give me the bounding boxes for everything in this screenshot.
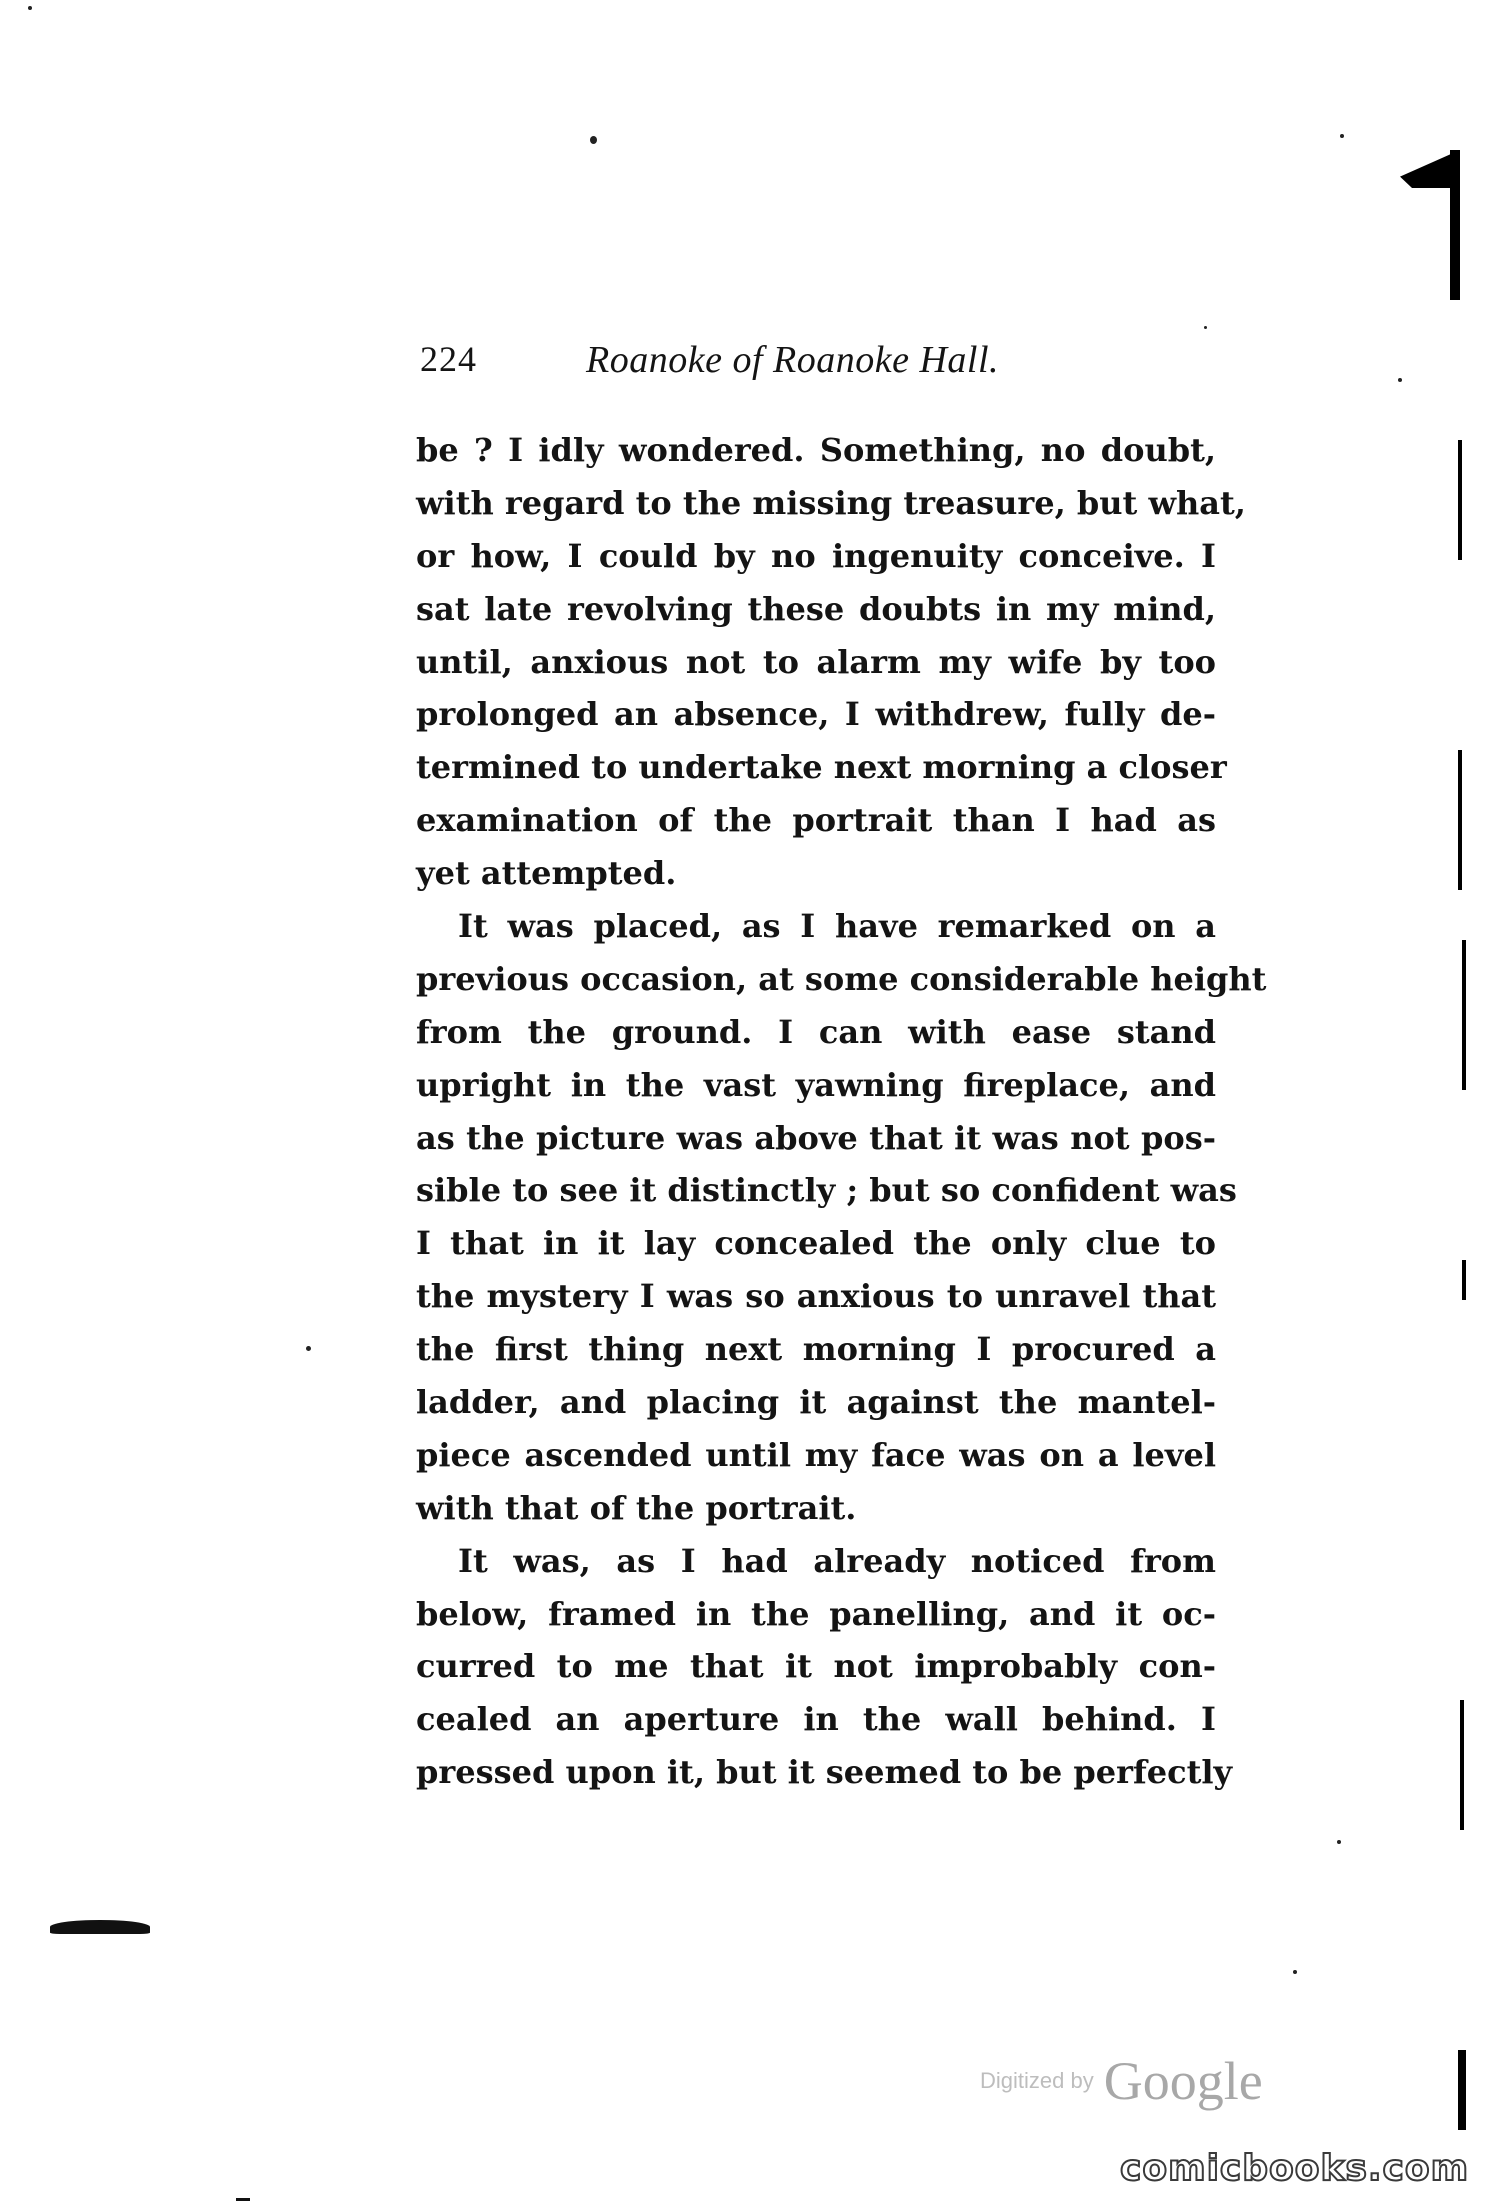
ink-smudge: [236, 2198, 250, 2201]
text-line: upright in the vast yawning fireplace, and: [416, 1065, 1216, 1104]
text-line: examination of the portrait than I had as: [416, 801, 1216, 840]
text-line: I that in it lay concealed the only clue to: [416, 1224, 1216, 1263]
text-line: termined to undertake next morning a closer: [416, 748, 1227, 787]
page-number: 224: [420, 339, 477, 379]
body-text: [416, 424, 1267, 1799]
binding-shadow: [1460, 1700, 1464, 1830]
text-line: previous occasion, at some considerable height: [416, 959, 1267, 998]
text-line: the mystery I was so anxious to unravel that: [416, 1277, 1216, 1316]
google-logo-text: Google: [1103, 2051, 1263, 2111]
text-line: It was placed, as I have remarked on a: [458, 907, 1216, 946]
binding-shadow: [1450, 150, 1460, 300]
scan-speck: [28, 6, 32, 10]
text-line: piece ascended until my face was on a level: [416, 1435, 1216, 1474]
scan-speck: [1293, 1970, 1297, 1974]
text-line: be ? I idly wondered. Something, no doubt,: [416, 431, 1216, 469]
scan-speck: [306, 1346, 311, 1351]
text-line: with that of the portrait.: [416, 1488, 857, 1527]
text-line: the first thing next morning I procured a: [416, 1330, 1216, 1369]
text-line: It was, as I had already noticed from: [458, 1541, 1216, 1580]
binding-shadow: [1462, 940, 1466, 1090]
scan-speck: [1337, 1840, 1341, 1844]
text-line: yet attempted.: [416, 854, 677, 893]
text-line: sat late revolving these doubts in my mind,: [416, 589, 1216, 628]
text-line: below, framed in the panelling, and it oc-: [416, 1594, 1216, 1633]
binding-shadow: [1462, 1260, 1466, 1300]
scan-speck: [590, 136, 597, 144]
scan-speck: [1204, 326, 1207, 329]
text-line: pressed upon it, but it seemed to be perfectly: [416, 1753, 1233, 1792]
text-line: curred to me that it not improbably con-: [416, 1647, 1216, 1686]
binding-shadow: [1458, 2050, 1466, 2130]
site-stamp: comicbooks.com: [1120, 2148, 1470, 2189]
text-line: sible to see it distinctly ; but so confident was: [416, 1171, 1237, 1210]
text-line: from the ground. I can with ease stand: [416, 1012, 1216, 1051]
running-title: Roanoke of Roanoke Hall.: [586, 339, 1000, 381]
binding-shadow: [1458, 440, 1462, 560]
digitized-watermark: [980, 2050, 1263, 2112]
text-line: ladder, and placing it against the mantel-: [416, 1383, 1216, 1422]
text-line: as the picture was above that it was not pos-: [416, 1118, 1216, 1157]
scan-speck: [1398, 378, 1402, 382]
text-line: cealed an aperture in the wall behind. I: [416, 1700, 1216, 1739]
digitized-by-label: Digitized by: [980, 2068, 1094, 2093]
text-line: with regard to the missing treasure, but what,: [416, 483, 1246, 522]
text-line: prolonged an absence, I withdrew, fully de-: [416, 695, 1216, 734]
binding-shadow: [1458, 750, 1462, 890]
running-header: [420, 338, 1220, 398]
text-line: or how, I could by no ingenuity conceive. I: [416, 536, 1216, 575]
scan-speck: [1340, 134, 1344, 138]
ink-smudge: [50, 1920, 150, 1934]
text-line: until, anxious not to alarm my wife by too: [416, 642, 1216, 681]
